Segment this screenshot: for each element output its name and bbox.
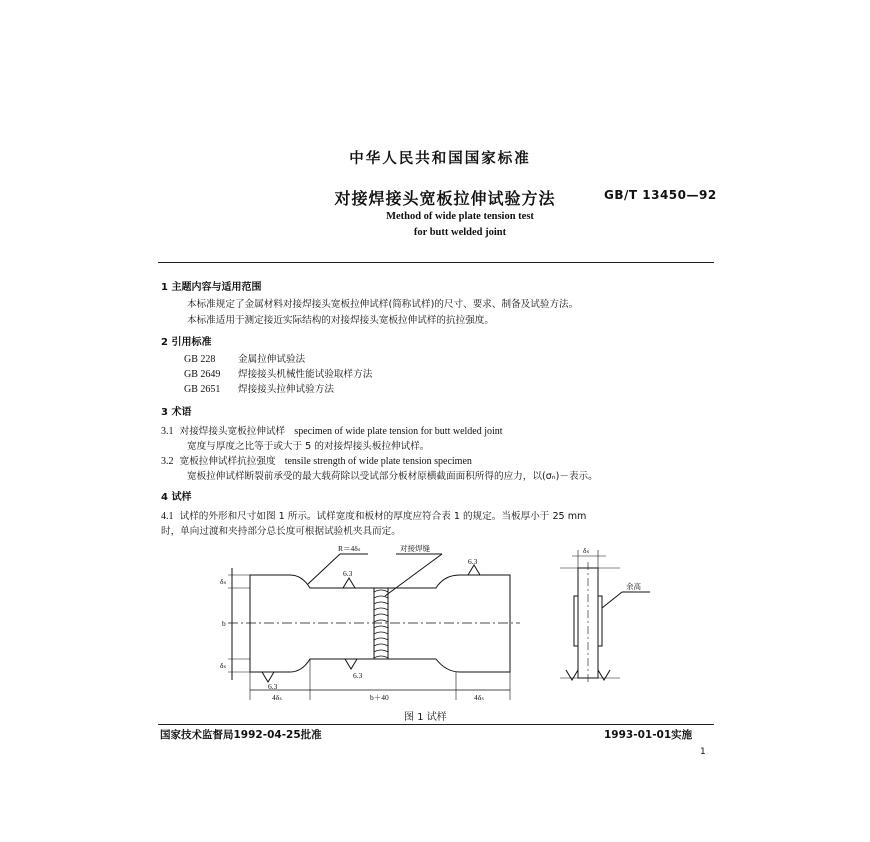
roughness-label: 6.3 <box>353 671 363 680</box>
national-standard-heading: 中华人民共和国国家标准 <box>349 151 531 167</box>
section-1-para-1: 本标准规定了金属材料对接焊接头宽板拉伸试样(简称试样)的尺寸、要求、制备及试验方法。 <box>187 299 579 310</box>
term-name: 对接焊接头宽板拉伸试样 <box>179 426 286 437</box>
term-english: specimen of wide plate tension for butt welded joint <box>294 426 503 437</box>
reference-title: 焊接接头机械性能试验取样方法 <box>238 369 373 380</box>
weld-label: 对接焊缝 <box>400 544 430 553</box>
reference-item <box>184 366 372 380</box>
reference-item <box>184 381 334 395</box>
term-name: 宽板拉伸试样抗拉强度 <box>179 456 276 467</box>
clause-number: 4.1 <box>161 511 174 522</box>
reference-title: 金属拉伸试验法 <box>238 354 306 365</box>
roughness-label: 6.3 <box>343 569 353 578</box>
implementation-date: 1993-01-01实施 <box>604 729 693 741</box>
term-english: tensile strength of wide plate tension specimen <box>284 456 472 467</box>
reference-item <box>184 351 305 365</box>
header-rule <box>158 262 714 263</box>
radius-label: R＝4δₛ <box>338 544 361 553</box>
thickness-label: δₛ <box>220 661 227 670</box>
term-number: 3.1 <box>161 426 174 437</box>
approval-date: 国家技术监督局1992-04-25批准 <box>160 729 322 741</box>
dimension-left-label: 4δₛ <box>272 693 283 702</box>
term-number: 3.2 <box>161 456 174 467</box>
reinforcement-label: 余高 <box>626 582 641 591</box>
footer-rule <box>158 724 714 725</box>
clause-4-1-line-2: 时，单向过渡和夹持部分总长度可根据试验机夹具而定。 <box>161 526 401 537</box>
term-3-1 <box>161 423 503 437</box>
weld-bead <box>374 588 388 659</box>
term-3-2 <box>161 453 472 467</box>
section-3-heading: 3 术语 <box>161 407 192 418</box>
reference-code: GB 2649 <box>184 369 221 380</box>
reference-title: 焊接接头拉伸试验方法 <box>238 384 334 395</box>
standard-number: GB/T 13450—92 <box>604 188 717 202</box>
section-1-para-2: 本标准适用于测定接近实际结构的对接焊接头宽板拉伸试样的抗拉强度。 <box>187 315 494 326</box>
clause-4-1-line-1 <box>161 508 586 522</box>
side-view <box>560 550 650 685</box>
english-title-line2: for butt welded joint <box>413 227 507 238</box>
standard-title: 对接焊接头宽板拉伸试验方法 <box>334 189 556 208</box>
dimension-right-label: 4δₛ <box>474 693 485 702</box>
figure-caption: 图 1 试样 <box>404 712 447 723</box>
width-label: b <box>222 619 226 628</box>
roughness-label: 6.3 <box>268 682 278 691</box>
term-3-1-definition: 宽度与厚度之比等于或大于 5 的对接焊接头板拉伸试样。 <box>187 441 430 452</box>
section-1-heading: 1 主题内容与适用范围 <box>161 282 262 293</box>
figure-1-drawing <box>210 540 680 715</box>
term-3-2-definition: 宽板拉伸试样断裂前承受的最大载荷除以受试部分板材原横截面面积所得的应力，以(σₙ)－表示。 <box>187 471 598 482</box>
page-number: 1 <box>700 747 706 757</box>
dimension-middle-label: b＋40 <box>370 693 389 702</box>
clause-text: 试样的外形和尺寸如图 1 所示。试样宽度和板材的厚度应符合表 1 的规定。当板厚小于 25 mm <box>179 511 587 522</box>
roughness-label: 6.3 <box>468 557 478 566</box>
thickness-label: δₛ <box>220 577 227 586</box>
section-2-heading: 2 引用标准 <box>161 337 212 348</box>
reference-code: GB 228 <box>184 354 216 365</box>
english-title-line1: Method of wide plate tension test <box>386 211 534 222</box>
side-thickness-label: δₛ <box>583 546 590 555</box>
section-4-heading: 4 试样 <box>161 492 192 503</box>
reference-code: GB 2651 <box>184 384 221 395</box>
